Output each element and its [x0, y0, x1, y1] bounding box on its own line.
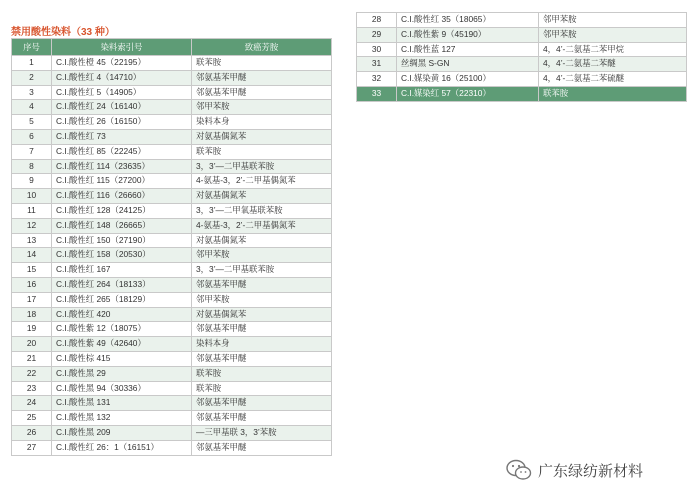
cell-no: 8 — [12, 159, 52, 174]
watermark — [506, 459, 643, 481]
cell-no: 11 — [12, 203, 52, 218]
table-row — [12, 159, 332, 174]
cell-no: 31 — [357, 57, 397, 72]
cell-no: 27 — [12, 440, 52, 455]
cell-carcinogenic-amine: 邻氨基苯甲醚 — [192, 322, 332, 337]
cell-dye-index: C.I.酸性蓝 127 — [397, 42, 539, 57]
cell-dye-index: C.I.酸性红 128（24125） — [52, 203, 192, 218]
cell-carcinogenic-amine: 邻氨基苯甲醚 — [192, 396, 332, 411]
cell-dye-index: C.I.媒染黄 16（25100） — [397, 72, 539, 87]
cell-dye-index: C.I.酸性红 73 — [52, 129, 192, 144]
cell-carcinogenic-amine: 4，4’-二氨基二苯硫醚 — [539, 72, 687, 87]
table-row — [12, 440, 332, 455]
cell-dye-index: C.I.酸性红 148（26665） — [52, 218, 192, 233]
table-row — [357, 86, 687, 101]
cell-carcinogenic-amine: 联苯胺 — [192, 381, 332, 396]
cell-no: 25 — [12, 411, 52, 426]
table-row — [12, 218, 332, 233]
table-row — [12, 100, 332, 115]
cell-carcinogenic-amine: 联苯胺 — [192, 144, 332, 159]
cell-dye-index: C.I.酸性红 114（23635） — [52, 159, 192, 174]
cell-carcinogenic-amine: 3，3’—二甲氧基联苯胺 — [192, 203, 332, 218]
table-row — [357, 42, 687, 57]
cell-dye-index: C.I.酸性红 26（16150） — [52, 115, 192, 130]
cell-dye-index: C.I.酸性黑 29 — [52, 366, 192, 381]
cell-dye-index: C.I.酸性红 85（22245） — [52, 144, 192, 159]
table-row — [357, 72, 687, 87]
cell-carcinogenic-amine: 邻甲苯胺 — [539, 27, 687, 42]
cell-carcinogenic-amine: 邻氨基苯甲醚 — [192, 85, 332, 100]
cell-carcinogenic-amine: 染料本身 — [192, 115, 332, 130]
table-row — [12, 322, 332, 337]
wechat-icon — [506, 459, 532, 481]
cell-no: 17 — [12, 292, 52, 307]
cell-carcinogenic-amine: 对氨基偶氮苯 — [192, 189, 332, 204]
cell-no: 13 — [12, 233, 52, 248]
cell-no: 29 — [357, 27, 397, 42]
cell-dye-index: C.I.媒染红 57（22310） — [397, 86, 539, 101]
table-row — [12, 277, 332, 292]
cell-dye-index: C.I.酸性黑 94（30336） — [52, 381, 192, 396]
cell-no: 28 — [357, 13, 397, 28]
cell-dye-index: C.I.酸性红 24（16140） — [52, 100, 192, 115]
table-row — [12, 70, 332, 85]
cell-dye-index: C.I.酸性红 26：1（16151） — [52, 440, 192, 455]
cell-no: 7 — [12, 144, 52, 159]
cell-dye-index: C.I.酸性黑 132 — [52, 411, 192, 426]
table-row — [12, 263, 332, 278]
table-row — [357, 57, 687, 72]
cell-dye-index: C.I.酸性棕 415 — [52, 351, 192, 366]
cell-no: 33 — [357, 86, 397, 101]
cell-no: 9 — [12, 174, 52, 189]
cell-carcinogenic-amine: 4，4’-二氨基二苯醚 — [539, 57, 687, 72]
table-row — [12, 248, 332, 263]
cell-carcinogenic-amine: 邻甲苯胺 — [192, 100, 332, 115]
cell-dye-index: C.I.酸性红 265（18129） — [52, 292, 192, 307]
table-row — [12, 351, 332, 366]
header-amine: 致癌芳胺 — [192, 39, 332, 56]
table-row — [12, 85, 332, 100]
cell-carcinogenic-amine: 4-氨基-3，2’-二甲基偶氮苯 — [192, 174, 332, 189]
cell-no: 21 — [12, 351, 52, 366]
cell-dye-index: C.I.酸性黑 209 — [52, 425, 192, 440]
cell-dye-index: C.I.酸性紫 12（18075） — [52, 322, 192, 337]
table-row — [12, 381, 332, 396]
cell-dye-index: C.I.酸性橙 45（22195） — [52, 56, 192, 71]
cell-dye-index: C.I.酸性黑 131 — [52, 396, 192, 411]
table-row — [12, 411, 332, 426]
watermark-text: 广东绿纺新材料 — [538, 462, 644, 480]
cell-dye-index: C.I.酸性红 150（27190） — [52, 233, 192, 248]
cell-carcinogenic-amine: 邻氨基苯甲醚 — [192, 351, 332, 366]
cell-carcinogenic-amine: 邻氨基苯甲醚 — [192, 411, 332, 426]
cell-dye-index: C.I.酸性红 158（20530） — [52, 248, 192, 263]
cell-no: 10 — [12, 189, 52, 204]
cell-no: 6 — [12, 129, 52, 144]
cell-dye-index: C.I.酸性红 35（18065） — [397, 13, 539, 28]
cell-no: 20 — [12, 337, 52, 352]
cell-no: 1 — [12, 56, 52, 71]
cell-dye-index: C.I.酸性红 116（26660） — [52, 189, 192, 204]
cell-dye-index: C.I.酸性红 167 — [52, 263, 192, 278]
table-row — [12, 396, 332, 411]
cell-no: 26 — [12, 425, 52, 440]
table-row — [12, 174, 332, 189]
cell-no: 30 — [357, 42, 397, 57]
cell-carcinogenic-amine: 邻氨基苯甲醚 — [192, 277, 332, 292]
table-row — [357, 13, 687, 28]
cell-carcinogenic-amine: 染料本身 — [192, 337, 332, 352]
table-header-row — [12, 39, 332, 56]
cell-carcinogenic-amine: 对氨基偶氮苯 — [192, 233, 332, 248]
dye-table-right — [356, 12, 687, 102]
cell-carcinogenic-amine: 邻甲苯胺 — [192, 292, 332, 307]
table-row — [12, 366, 332, 381]
cell-dye-index: C.I.酸性紫 49（42640） — [52, 337, 192, 352]
cell-no: 32 — [357, 72, 397, 87]
cell-carcinogenic-amine: 对氨基偶氮苯 — [192, 307, 332, 322]
cell-carcinogenic-amine: 4-氨基-3，2’-二甲基偶氮苯 — [192, 218, 332, 233]
cell-no: 22 — [12, 366, 52, 381]
table-row — [357, 27, 687, 42]
cell-dye-index: C.I.酸性紫 9（45190） — [397, 27, 539, 42]
cell-no: 2 — [12, 70, 52, 85]
cell-no: 3 — [12, 85, 52, 100]
table-row — [12, 337, 332, 352]
table-row — [12, 203, 332, 218]
cell-no: 18 — [12, 307, 52, 322]
header-no: 序号 — [12, 39, 52, 56]
cell-carcinogenic-amine: 邻氨基苯甲醚 — [192, 440, 332, 455]
cell-no: 12 — [12, 218, 52, 233]
cell-no: 19 — [12, 322, 52, 337]
cell-carcinogenic-amine: 邻氨基苯甲醚 — [192, 70, 332, 85]
cell-carcinogenic-amine: 联苯胺 — [192, 56, 332, 71]
dye-table-left — [11, 38, 332, 456]
cell-dye-index: 丝绸黑 S-GN — [397, 57, 539, 72]
table-row — [12, 115, 332, 130]
cell-no: 5 — [12, 115, 52, 130]
cell-carcinogenic-amine: 联苯胺 — [539, 86, 687, 101]
cell-carcinogenic-amine: 3，3’—二甲基联苯胺 — [192, 159, 332, 174]
table-row — [12, 129, 332, 144]
cell-no: 16 — [12, 277, 52, 292]
cell-carcinogenic-amine: 4，4’-二氨基二苯甲烷 — [539, 42, 687, 57]
cell-dye-index: C.I.酸性红 5（14905） — [52, 85, 192, 100]
table-row — [12, 292, 332, 307]
cell-no: 14 — [12, 248, 52, 263]
cell-dye-index: C.I.酸性红 420 — [52, 307, 192, 322]
table-row — [12, 189, 332, 204]
cell-dye-index: C.I.酸性红 4（14710） — [52, 70, 192, 85]
cell-no: 24 — [12, 396, 52, 411]
table-row — [12, 144, 332, 159]
page-title: 禁用酸性染料（33 种） — [11, 27, 115, 38]
cell-no: 4 — [12, 100, 52, 115]
cell-dye-index: C.I.酸性红 115（27200） — [52, 174, 192, 189]
table-row — [12, 56, 332, 71]
cell-carcinogenic-amine: —三甲基联 3，3’苯胺 — [192, 425, 332, 440]
table-row — [12, 233, 332, 248]
cell-carcinogenic-amine: 联苯胺 — [192, 366, 332, 381]
cell-carcinogenic-amine: 邻甲苯胺 — [192, 248, 332, 263]
cell-dye-index: C.I.酸性红 264（18133） — [52, 277, 192, 292]
cell-no: 15 — [12, 263, 52, 278]
table-row — [12, 307, 332, 322]
table-row — [12, 425, 332, 440]
cell-carcinogenic-amine: 邻甲苯胺 — [539, 13, 687, 28]
cell-no: 23 — [12, 381, 52, 396]
header-dye: 染料索引号 — [52, 39, 192, 56]
cell-carcinogenic-amine: 3，3’—二甲基联苯胺 — [192, 263, 332, 278]
cell-carcinogenic-amine: 对氨基偶氮苯 — [192, 129, 332, 144]
